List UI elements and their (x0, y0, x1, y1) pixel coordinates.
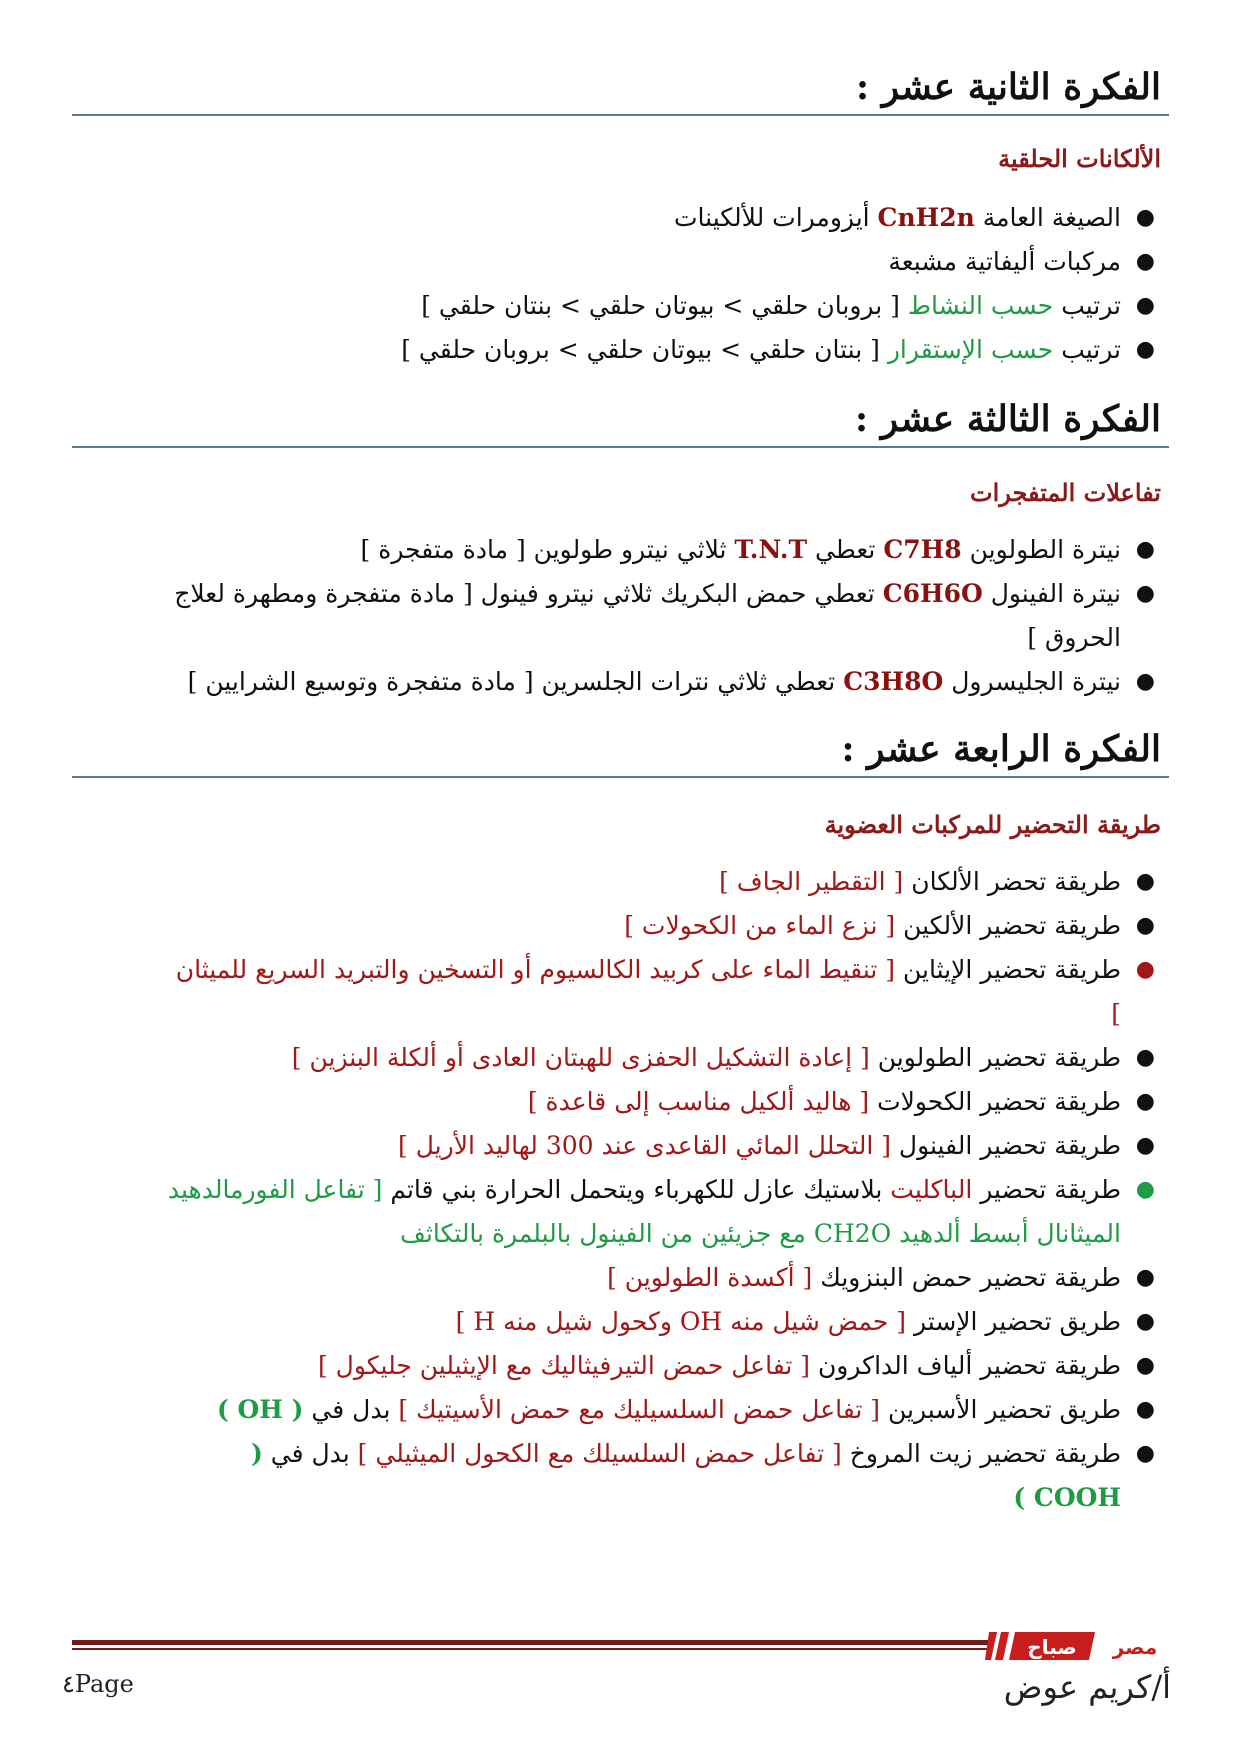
bullet-icon: ● (1135, 1397, 1155, 1422)
idea-12-title: الفكرة الثانية عشر : (855, 66, 1161, 108)
bullet-icon: ● (1135, 1353, 1155, 1378)
list-item: ● ترتيب حسب النشاط [ بروبان حلقي > بيوتان حلقي > بنتان حلقي ] (161, 284, 1161, 328)
subtitle-cyclic-alkanes: الألكانات الحلقية (998, 144, 1161, 173)
bullet-icon: ● (1135, 537, 1155, 562)
logo-text-sabah: صباح (1027, 1635, 1077, 1659)
logo-text-masr: مصر (1112, 1635, 1158, 1659)
list-item: ● طريقة تحضير الباكليت بلاستيك عازل للكهرباء ويتحمل الحرارة بني قاتم [ تفاعل الفورمالدهيد الميثانال أبسط ألدهيد CH2O مع جزيئين من الفينول بالبلمرة بالتكاثف (161, 1168, 1161, 1256)
divider-13 (72, 446, 1169, 448)
explosives-list (161, 528, 1161, 704)
footer-rule-thin (72, 1648, 992, 1650)
logo-stripe-1 (985, 1632, 997, 1660)
sabah-masr-logo (985, 1628, 1185, 1664)
list-item: ● الصيغة العامة CnH2n أيزومرات للألكينات (161, 196, 1161, 240)
bullet-icon: ● (1135, 1177, 1155, 1202)
list-item: ● طريقة تحضير الطولوين [ إعادة التشكيل الحفزى للهبتان العادى أو ألكلة البنزين ] (161, 1036, 1161, 1080)
list-item: ● طريقة تحضير زيت المروخ [ تفاعل حمض السلسيلك مع الكحول الميثيلي ] بدل في ( COOH ) (161, 1432, 1161, 1520)
bullet-icon: ● (1135, 669, 1155, 694)
bullet-icon: ● (1135, 581, 1155, 606)
bullet-icon: ● (1135, 1133, 1155, 1158)
list-item: ● طريقة تحضير الكحولات [ هاليد ألكيل مناسب إلى قاعدة ] (161, 1080, 1161, 1124)
list-item: ● طريقة تحضر الألكان [ التقطير الجاف ] (161, 860, 1161, 904)
list-item: ● مركبات أليفاتية مشبعة (161, 240, 1161, 284)
idea-13-title: الفكرة الثالثة عشر : (854, 398, 1161, 440)
bullet-icon: ● (1135, 337, 1155, 362)
bullet-icon: ● (1135, 913, 1155, 938)
bullet-icon: ● (1135, 869, 1155, 894)
cyclic-alkanes-list (161, 196, 1161, 372)
list-item: ● طريق تحضير الأسبرين [ تفاعل حمض السلسيليك مع حمض الأسيتيك ] بدل في ( OH ) (161, 1388, 1161, 1432)
list-item: ● طريقة تحضير ألياف الداكرون [ تفاعل حمض التيرفيثاليك مع الإيثيلين جليكول ] (161, 1344, 1161, 1388)
list-item: ● ترتيب حسب الإستقرار [ بنتان حلقي > بيوتان حلقي > بروبان حلقي ] (161, 328, 1161, 372)
list-item: ● طريقة تحضير الفينول [ التحلل المائي القاعدى عند 300 لهاليد الأريل ] (161, 1124, 1161, 1168)
bullet-icon: ● (1135, 1441, 1155, 1466)
list-item: ● طريقة تحضير الإيثاين [ تنقيط الماء على كربيد الكالسيوم أو التسخين والتبريد السريع للميثان ] (161, 948, 1161, 1036)
list-item: ● طريقة تحضير الألكين [ نزع الماء من الكحولات ] (161, 904, 1161, 948)
subtitle-preparation: طريقة التحضير للمركبات العضوية (824, 810, 1161, 839)
bullet-icon: ● (1135, 205, 1155, 230)
bullet-icon: ● (1135, 293, 1155, 318)
list-item: ● نيترة الجليسرول C3H8O تعطي ثلاثي نترات الجلسرين [ مادة متفجرة وتوسيع الشرايين ] (161, 660, 1161, 704)
divider-12 (72, 114, 1169, 116)
list-item: ● طريقة تحضير حمض البنزويك [ أكسدة الطولوين ] (161, 1256, 1161, 1300)
page-number: ٤Page (62, 1670, 134, 1698)
divider-14 (72, 776, 1169, 778)
bullet-icon: ● (1135, 1309, 1155, 1334)
footer-rule-thick (72, 1640, 992, 1645)
list-item: ● نيترة الطولوين C7H8 تعطي T.N.T ثلاثي نيترو طولوين [ مادة متفجرة ] (161, 528, 1161, 572)
idea-14-title: الفكرة الرابعة عشر : (841, 728, 1161, 770)
subtitle-explosives: تفاعلات المتفجرات (970, 478, 1161, 507)
logo-stripe-2 (995, 1632, 1009, 1660)
list-item: ● نيترة الفينول C6H6O تعطي حمض البكريك ثلاثي نيترو فينول [ مادة متفجرة ومطهرة لعلاج الحروق ] (161, 572, 1161, 660)
bullet-icon: ● (1135, 957, 1155, 982)
list-item: ● طريق تحضير الإستر [ حمض شيل منه OH وكحول شيل منه H ] (161, 1300, 1161, 1344)
bullet-icon: ● (1135, 1089, 1155, 1114)
author-name: أ/كريم عوض (1003, 1668, 1171, 1706)
preparation-list (161, 860, 1161, 1520)
bullet-icon: ● (1135, 1265, 1155, 1290)
bullet-icon: ● (1135, 249, 1155, 274)
bullet-icon: ● (1135, 1045, 1155, 1070)
